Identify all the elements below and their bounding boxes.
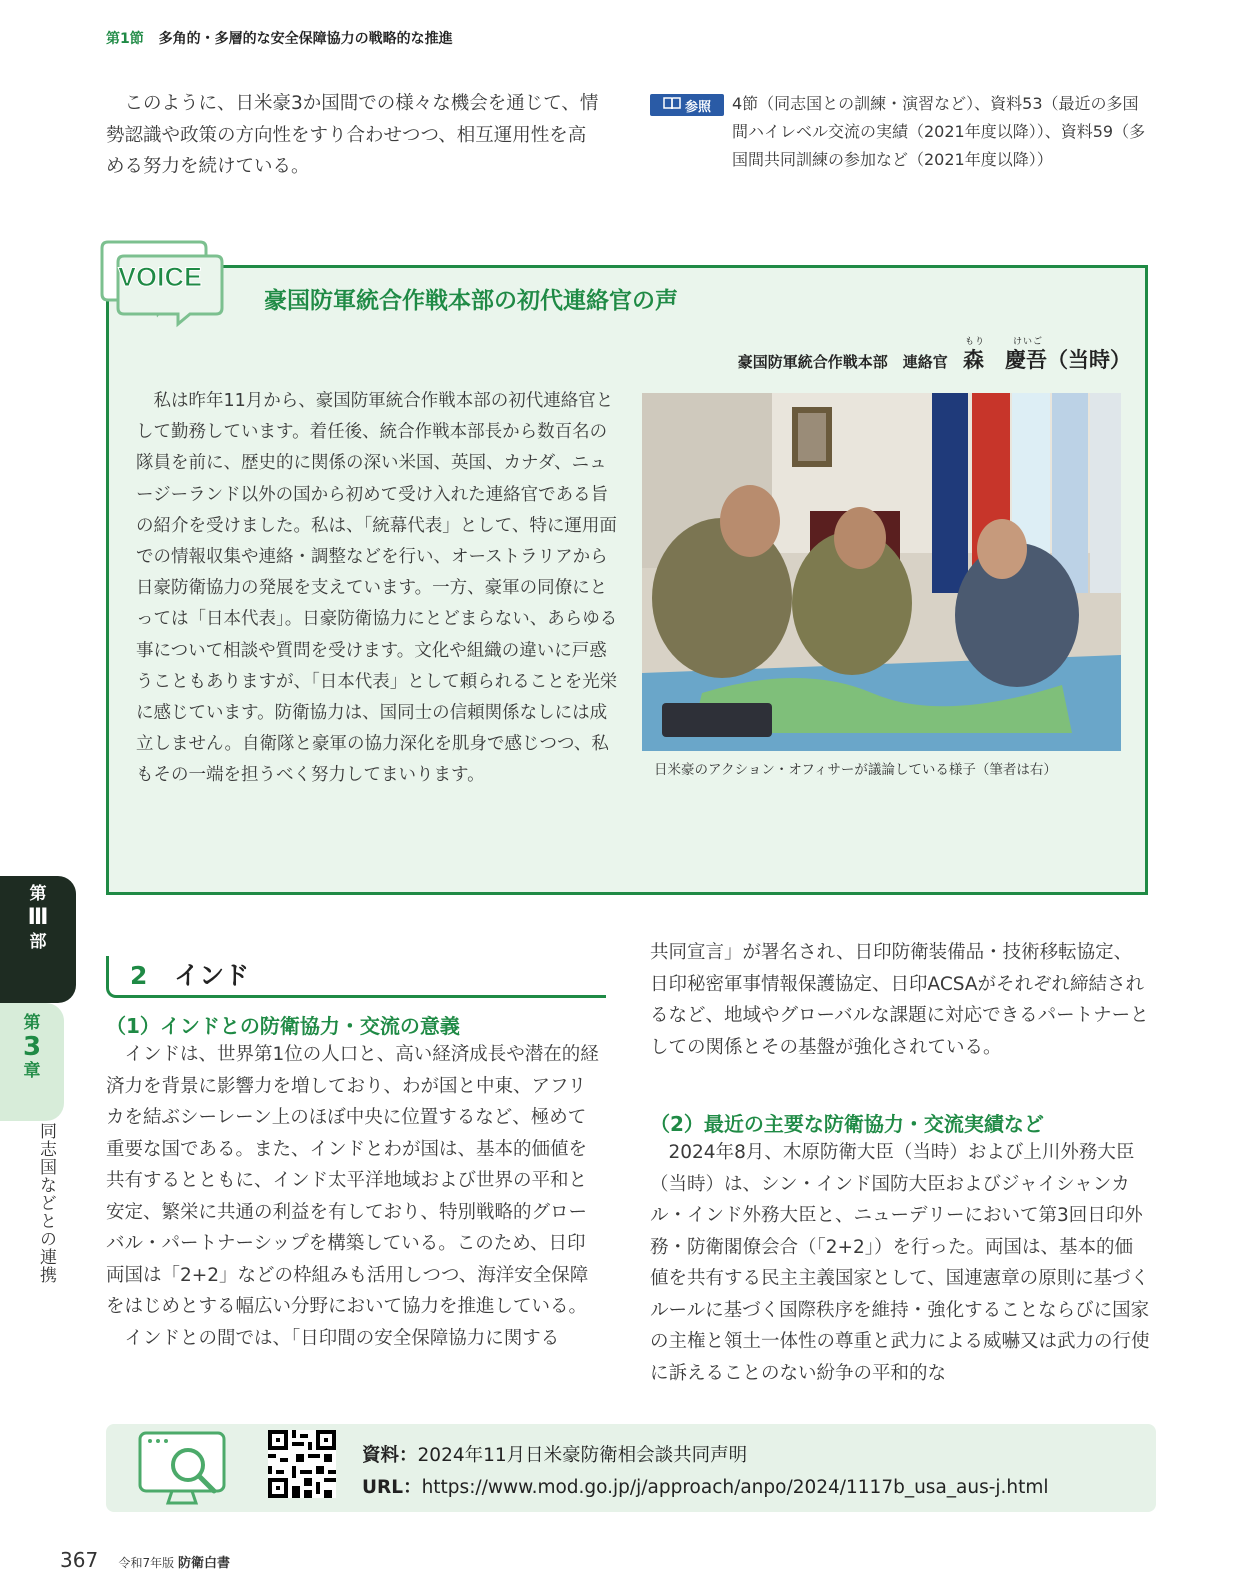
material-text: 2024年11月日米豪防衛相会談共同声明 bbox=[417, 1445, 748, 1466]
section-title: 多角的・多層的な安全保障協力の戦略的な推進 bbox=[158, 31, 453, 47]
meeting-photo bbox=[642, 393, 1121, 751]
part-label-1: 第 bbox=[29, 884, 47, 904]
author-name: もり けいご 森 慶吾（当時） bbox=[963, 348, 1131, 372]
url-link[interactable]: https://www.mod.go.jp/j/approach/anpo/2024/1117b_usa_aus-j.html bbox=[421, 1477, 1049, 1498]
photo-caption: 日米豪のアクション・オフィサーが議論している様子（筆者は右） bbox=[654, 762, 1057, 778]
reference-text: 4節（同志国との訓練・演習など）、資料53（最近の多国間ハイレベル交流の実績（2021年度以降））、資料59（多国間共同訓練の参加など（2021年度以降）） bbox=[732, 94, 1146, 169]
author-ruby-family: もり bbox=[965, 337, 986, 347]
chapter-tab bbox=[0, 1003, 64, 1121]
subsection2-title: （2）最近の主要な防衛協力・交流実績など bbox=[650, 1112, 1044, 1136]
url-label: URL bbox=[362, 1477, 404, 1498]
resource-text: 資料：2024年11月日米豪防衛相会談共同声明 URL：https://www.mod.go.jp/j/approach/anpo/2024/1117b_usa_aus-j.html bbox=[362, 1445, 1049, 1498]
section2-number: 2 bbox=[130, 961, 148, 990]
part-label-2: 部 bbox=[29, 932, 47, 952]
monitor-search-icon bbox=[136, 1429, 236, 1513]
subsection2-body: 2024年8月、木原防衛大臣（当時）および上川外務大臣（当時）は、シン・インド国防大臣およびジャイシャンカル・インド外務大臣と、ニューデリーにおいて第3回日印外務・防衛閣僚会合（「2+2」）を行った。両国は、基本的価値を共有する民主主義国家として、国連憲章の原則に基づくルールに基づく国際秩序を維持・強化することならびに国家の主権と領土一体性の尊重と武力による威嚇又は武力の行使に訴えることのない紛争の平和的な bbox=[650, 1142, 1150, 1384]
chapter-label-1: 第 bbox=[23, 1013, 41, 1033]
section2-heading bbox=[130, 956, 249, 992]
intro-paragraph: このように、日米豪3か国間での様々な機会を通じて、情勢認識や政策の方向性をすり合わせつつ、相互運用性を高める努力を続けている。 bbox=[106, 93, 599, 177]
part-tab bbox=[0, 876, 76, 1003]
subsection1-body bbox=[106, 1039, 602, 1354]
book-name: 令和7年版 防衛白書 bbox=[118, 1556, 231, 1571]
voice-author bbox=[737, 337, 1131, 374]
qr-code[interactable] bbox=[268, 1430, 336, 1498]
right-column-continuation: 共同宣言」が署名され、日印防衛装備品・技術移転協定、日印秘密軍事情報保護協定、日印ACSAがそれぞれ締結されるなど、地域やグローバルな課題に対応できるパートナーとしての関係とその基盤が強化されている。 bbox=[650, 942, 1149, 1058]
voice-logo bbox=[100, 236, 230, 332]
book-icon bbox=[663, 96, 681, 114]
voice-body: 私は昨年11月から、豪国防軍統合作戦本部の初代連絡官として勤務しています。着任後、統合作戦本部長から数百名の隊員を前に、歴史的に関係の深い米国、英国、カナダ、ニュージーランド以外の国から初めて受け入れた連絡官である旨の紹介を受けました。私は、「統幕代表」として、特に運用面での情報収集や連絡・調整などを行い、オーストラリアから日豪防衛協力の発展を支えています。一方、豪軍の同僚にとっては「日本代表」。日豪防衛協力にとどまらない、あらゆる事について相談や質問を受けます。文化や組織の違いに戸惑うこともありますが、「日本代表」として頼られることを光栄に感じています。防衛協力は、国同士の信頼関係なしには成立しません。自衛隊と豪軍の協力深化を肌身で感じつつ、私もその一端を担うべく努力してまいります。 bbox=[136, 391, 618, 786]
page-number: 367 bbox=[60, 1548, 99, 1572]
voice-title: 豪国防軍統合作戦本部の初代連絡官の声 bbox=[264, 288, 678, 314]
voice-logo-text: VOICE bbox=[117, 262, 203, 292]
author-affiliation: 豪国防軍統合作戦本部 連絡官 bbox=[737, 353, 948, 371]
subsection1-title: （1）インドとの防衛協力・交流の意義 bbox=[106, 1014, 460, 1038]
reference-badge-label: 参照 bbox=[684, 99, 711, 115]
subsection1-para2: インドとの間では、「日印間の安全保障協力に関する bbox=[124, 1327, 560, 1349]
section-label: 第1節 bbox=[106, 31, 144, 47]
chapter-number: 3 bbox=[22, 1032, 42, 1062]
material-label: 資料 bbox=[362, 1445, 400, 1466]
section2-title: インド bbox=[174, 961, 250, 990]
reference-badge bbox=[650, 94, 724, 116]
running-header bbox=[106, 28, 453, 48]
subsection1-para1: インドは、世界第1位の人口と、高い経済成長や潜在的経済力を背景に影響力を増しており、わが国と中東、アフリカを結ぶシーレーン上のほぼ中央に位置するなど、極めて重要な国である。また、インドとわが国は、基本的価値を共有するとともに、インド太平洋地域および世界の平和と安定、繁栄に共通の利益を有しており、特別戦略的グローバル・パートナーシップを構築している。このため、日印両国は「2+2」などの枠組みも活用しつつ、海洋安全保障をはじめとする幅広い分野において協力を推進している。 bbox=[106, 1044, 599, 1317]
page-footer bbox=[60, 1548, 230, 1572]
chapter-title: 同志国などとの連携 bbox=[36, 1122, 56, 1284]
part-numeral: Ⅲ bbox=[27, 905, 49, 930]
author-ruby-given: けいご bbox=[1013, 337, 1044, 347]
chapter-label-2: 章 bbox=[23, 1061, 41, 1081]
